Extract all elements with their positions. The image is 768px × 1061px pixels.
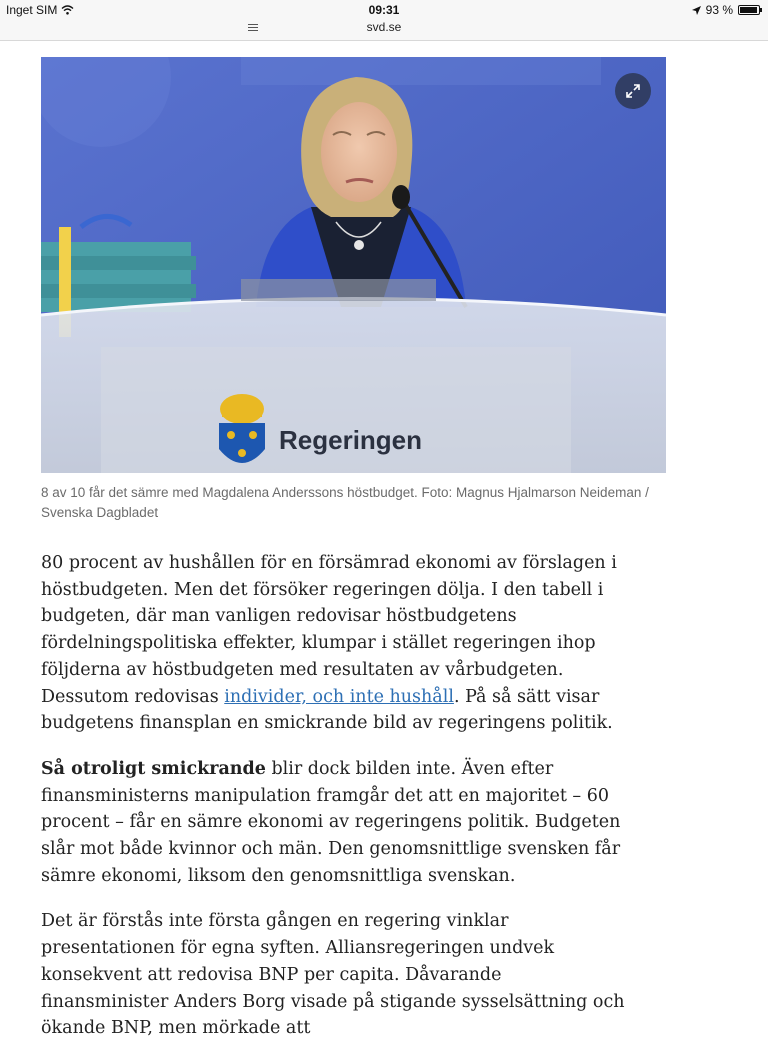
battery-fill bbox=[740, 7, 757, 13]
article-body bbox=[41, 550, 631, 1061]
paragraph-3: Det är förstås inte första gången en regering vinklar presentationen för egna syften. Alliansregeringen undvek konsekvent att redovisa BNP per capita. Dåvarande finansminister Anders Borg visade på stigande sysselsättning och ökande BNP, men mörkade att bbox=[41, 911, 625, 1039]
battery-percent: 93 % bbox=[705, 3, 733, 17]
article-link-individer[interactable]: individer, och inte hushåll bbox=[224, 686, 454, 707]
expand-image-button[interactable] bbox=[615, 73, 651, 109]
location-arrow-icon bbox=[692, 6, 701, 15]
podium-text: Regeringen bbox=[279, 425, 423, 455]
article-photo[interactable] bbox=[41, 57, 666, 473]
expand-icon bbox=[626, 84, 640, 98]
photo-illustration bbox=[41, 57, 666, 473]
address-bar[interactable] bbox=[0, 20, 768, 41]
carrier-label: Inget SIM bbox=[6, 3, 58, 17]
status-bar bbox=[0, 0, 768, 20]
status-time: 09:31 bbox=[368, 3, 400, 17]
url-text[interactable]: svd.se bbox=[366, 20, 402, 34]
paragraph-lead-bold: Så otroligt smickrande bbox=[41, 758, 266, 779]
paragraph-2: Så otroligt smickrande blir dock bilden inte. Även efter finansministerns manipulation framgår det att en majoritet – 60 procent – får en sämre ekonomi av regeringens politik. Budgeten slår mot både kvinnor och män. Den genomsnittlige svensken får sämre ekonomi, liksom den genomsnittliga svenskan. bbox=[41, 758, 621, 886]
photo-caption: 8 av 10 får det sämre med Magdalena Anderssons höstbudget. Foto: Magnus Hjalmarson Neideman / Svenska Dagbladet bbox=[41, 485, 649, 520]
paragraph-1: 80 procent av hushållen för en försämrad ekonomi av förslagen i höstbudgeten. Men det försöker regeringen dölja. I den tabell i budgeten, där man vanligen redovisar höstbudgetens fördelningspolitiska effekter, klumpar i stället regeringen ihop följderna av höstbudgeten med resultaten av vårbudgeten. Dessutom redovisas individer, och inte hushåll. På så sätt visar budgetens finansplan en smickrande bild av regeringens politik. bbox=[41, 553, 617, 734]
battery-icon bbox=[738, 5, 760, 15]
status-right bbox=[692, 3, 760, 17]
